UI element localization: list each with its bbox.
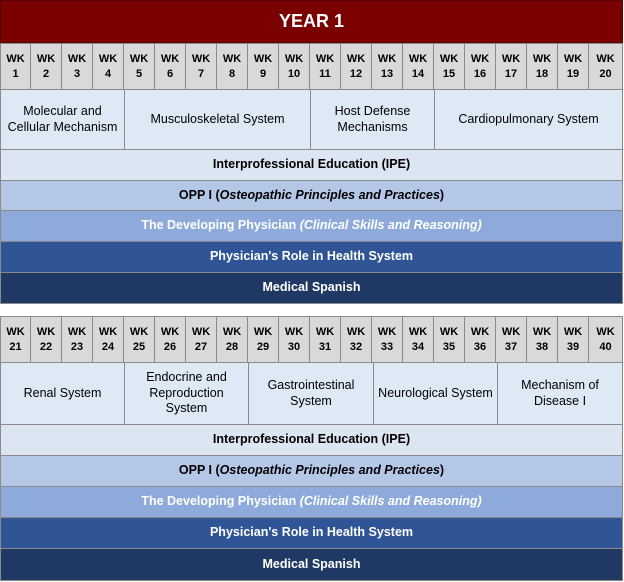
week-prefix: WK xyxy=(596,325,615,338)
week-header-27 xyxy=(186,316,217,363)
row-ipe-2: Interprofessional Education (IPE) xyxy=(0,425,623,456)
week-prefix: WK xyxy=(191,325,211,338)
week-prefix: WK xyxy=(253,325,273,338)
system-renal: Renal System xyxy=(0,363,125,425)
week-number: 23 xyxy=(70,340,84,353)
week-number: 13 xyxy=(380,67,394,80)
week-prefix: WK xyxy=(284,52,304,65)
system-cardiopulmonary: Cardiopulmonary System xyxy=(435,90,623,150)
week-prefix: WK xyxy=(129,52,149,65)
row-developing-physician-1 xyxy=(0,211,623,242)
week-prefix: WK xyxy=(222,52,242,65)
week-prefix: WK xyxy=(532,52,552,65)
week-header-16 xyxy=(465,43,496,90)
week-header-36 xyxy=(465,316,496,363)
week-header-4 xyxy=(93,43,124,90)
week-number: 38 xyxy=(535,340,549,353)
week-prefix: WK xyxy=(160,52,180,65)
week-header-29 xyxy=(248,316,279,363)
week-prefix: WK xyxy=(315,325,335,338)
week-prefix: WK xyxy=(253,52,273,65)
week-header-32 xyxy=(341,316,372,363)
week-header-5 xyxy=(124,43,155,90)
row-ipe-1: Interprofessional Education (IPE) xyxy=(0,150,623,181)
week-header-6 xyxy=(155,43,186,90)
week-number: 6 xyxy=(166,67,174,80)
week-number: 8 xyxy=(228,67,236,80)
week-prefix: WK xyxy=(563,325,583,338)
week-header-38 xyxy=(527,316,558,363)
system-mechanism-of-disease: Mechanism of Disease I xyxy=(498,363,623,425)
week-prefix: WK xyxy=(377,325,397,338)
week-number: 35 xyxy=(442,340,456,353)
week-number: 21 xyxy=(9,340,22,353)
week-header-8 xyxy=(217,43,248,90)
week-prefix: WK xyxy=(501,52,521,65)
week-number: 34 xyxy=(411,340,425,353)
week-prefix: WK xyxy=(6,52,25,65)
week-prefix: WK xyxy=(532,325,552,338)
dev-label: The Developing Physician xyxy=(141,494,300,509)
week-number: 3 xyxy=(73,67,81,80)
week-prefix: WK xyxy=(284,325,304,338)
week-header-24 xyxy=(93,316,124,363)
week-prefix: WK xyxy=(98,52,118,65)
week-header-30 xyxy=(279,316,310,363)
week-number: 36 xyxy=(473,340,487,353)
week-prefix: WK xyxy=(501,325,521,338)
week-number: 27 xyxy=(194,340,208,353)
week-number: 4 xyxy=(104,67,112,80)
week-header-40 xyxy=(589,316,623,363)
week-number: 12 xyxy=(349,67,363,80)
week-header-25 xyxy=(124,316,155,363)
row-physician-role-1: Physician's Role in Health System xyxy=(0,242,623,273)
week-header-37 xyxy=(496,316,527,363)
week-number: 28 xyxy=(225,340,239,353)
week-number: 25 xyxy=(132,340,146,353)
week-prefix: WK xyxy=(67,325,87,338)
week-number: 39 xyxy=(566,340,580,353)
week-prefix: WK xyxy=(408,325,428,338)
week-number: 1 xyxy=(12,67,19,80)
week-header-18 xyxy=(527,43,558,90)
week-number: 14 xyxy=(411,67,425,80)
week-header-39 xyxy=(558,316,589,363)
opp-label: OPP I ( xyxy=(178,463,220,478)
week-prefix: WK xyxy=(439,52,459,65)
opp-italic: Osteopathic Principles and Practices xyxy=(219,187,440,202)
week-header-12 xyxy=(341,43,372,90)
week-number: 30 xyxy=(287,340,301,353)
week-number: 18 xyxy=(535,67,549,80)
week-prefix: WK xyxy=(129,325,149,338)
week-number: 33 xyxy=(380,340,394,353)
week-prefix: WK xyxy=(6,325,25,338)
week-header-35 xyxy=(434,316,465,363)
week-number: 24 xyxy=(101,340,115,353)
week-prefix: WK xyxy=(67,52,87,65)
week-header-15 xyxy=(434,43,465,90)
week-header-28 xyxy=(217,316,248,363)
week-header-33 xyxy=(372,316,403,363)
week-prefix: WK xyxy=(36,325,56,338)
week-header-2 xyxy=(31,43,62,90)
year-title: YEAR 1 xyxy=(0,0,623,43)
opp-label: OPP I ( xyxy=(178,187,220,202)
week-header-20 xyxy=(589,43,623,90)
opp-end: ) xyxy=(439,187,445,202)
week-prefix: WK xyxy=(160,325,180,338)
week-prefix: WK xyxy=(346,325,366,338)
week-header-3 xyxy=(62,43,93,90)
system-gastrointestinal: Gastrointestinal System xyxy=(249,363,374,425)
week-header-34 xyxy=(403,316,434,363)
week-prefix: WK xyxy=(315,52,335,65)
week-number: 2 xyxy=(42,67,50,80)
dev-italic: (Clinical Skills and Reasoning) xyxy=(299,494,482,509)
week-header-9 xyxy=(248,43,279,90)
row-opp-1 xyxy=(0,181,623,211)
system-endocrine-reproduction: Endocrine and Reproduction System xyxy=(125,363,249,425)
week-number: 17 xyxy=(504,67,518,80)
week-prefix: WK xyxy=(346,52,366,65)
system-neurological: Neurological System xyxy=(374,363,498,425)
week-prefix: WK xyxy=(222,325,242,338)
week-number: 31 xyxy=(318,340,332,353)
week-header-10 xyxy=(279,43,310,90)
week-header-22 xyxy=(31,316,62,363)
week-number: 10 xyxy=(287,67,301,80)
week-header-7 xyxy=(186,43,217,90)
row-opp-2 xyxy=(0,456,623,487)
week-number: 16 xyxy=(473,67,487,80)
week-number: 5 xyxy=(135,67,143,80)
system-musculoskeletal: Musculoskeletal System xyxy=(125,90,311,150)
week-header-13 xyxy=(372,43,403,90)
week-header-11 xyxy=(310,43,341,90)
week-number: 7 xyxy=(197,67,205,80)
week-prefix: WK xyxy=(36,52,56,65)
week-prefix: WK xyxy=(563,52,583,65)
week-header-1 xyxy=(0,43,31,90)
week-prefix: WK xyxy=(408,52,428,65)
week-number: 40 xyxy=(599,340,612,353)
system-molecular-cellular: Molecular and Cellular Mechanism xyxy=(0,90,125,150)
dev-italic: (Clinical Skills and Reasoning) xyxy=(299,218,482,233)
week-header-17 xyxy=(496,43,527,90)
week-prefix: WK xyxy=(596,52,615,65)
week-prefix: WK xyxy=(98,325,118,338)
week-number: 20 xyxy=(599,67,612,80)
opp-italic: Osteopathic Principles and Practices xyxy=(219,463,440,478)
opp-end: ) xyxy=(439,463,445,478)
week-prefix: WK xyxy=(377,52,397,65)
week-header-19 xyxy=(558,43,589,90)
week-number: 37 xyxy=(504,340,518,353)
week-number: 26 xyxy=(163,340,177,353)
week-number: 29 xyxy=(256,340,270,353)
row-medical-spanish-1: Medical Spanish xyxy=(0,273,623,304)
week-header-31 xyxy=(310,316,341,363)
row-developing-physician-2 xyxy=(0,487,623,518)
week-number: 22 xyxy=(39,340,53,353)
week-prefix: WK xyxy=(191,52,211,65)
week-prefix: WK xyxy=(470,52,490,65)
week-header-26 xyxy=(155,316,186,363)
week-header-21 xyxy=(0,316,31,363)
row-medical-spanish-2: Medical Spanish xyxy=(0,549,623,581)
week-number: 11 xyxy=(319,67,331,80)
week-prefix: WK xyxy=(470,325,490,338)
week-header-14 xyxy=(403,43,434,90)
week-number: 9 xyxy=(259,67,267,80)
week-number: 15 xyxy=(442,67,456,80)
week-header-23 xyxy=(62,316,93,363)
row-physician-role-2: Physician's Role in Health System xyxy=(0,518,623,549)
week-prefix: WK xyxy=(439,325,459,338)
week-number: 19 xyxy=(566,67,580,80)
week-number: 32 xyxy=(349,340,363,353)
dev-label: The Developing Physician xyxy=(141,218,300,233)
system-host-defense: Host Defense Mechanisms xyxy=(311,90,435,150)
